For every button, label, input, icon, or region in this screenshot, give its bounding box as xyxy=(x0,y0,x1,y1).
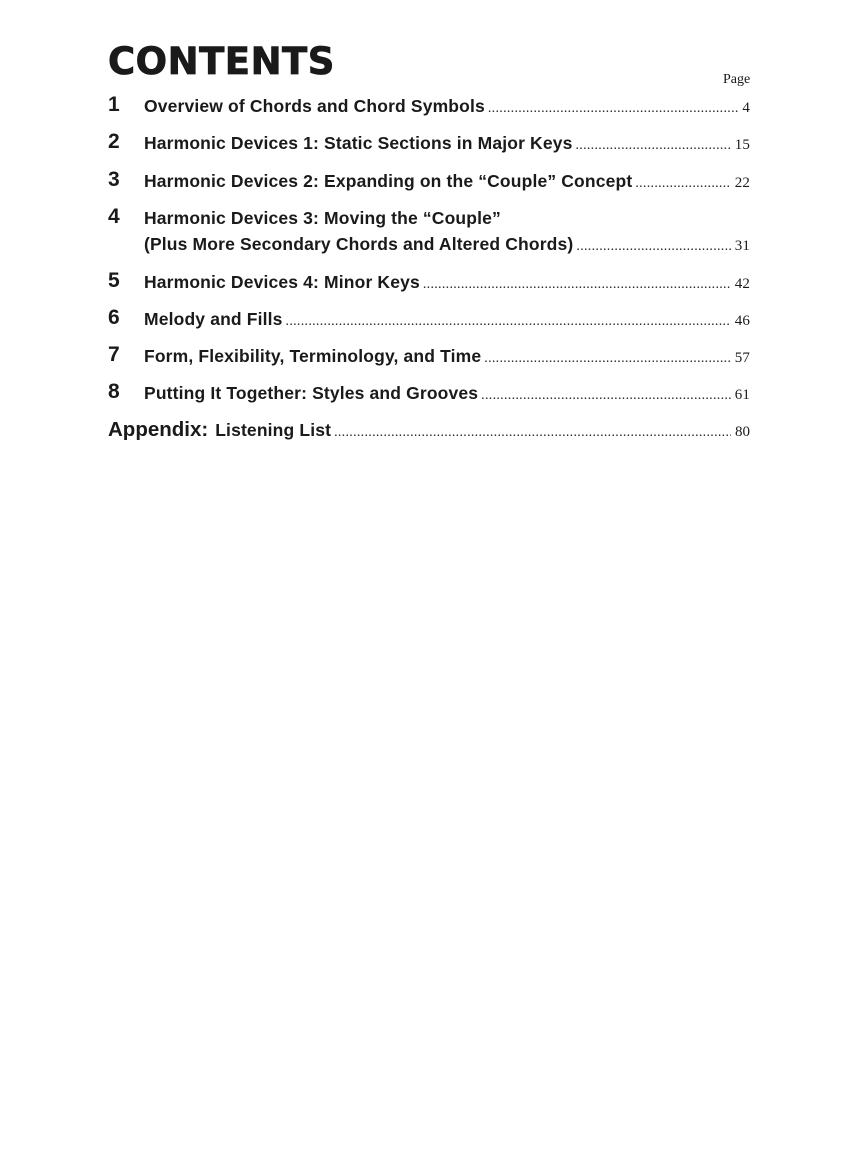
dot-leader xyxy=(484,347,730,371)
page-number: 46 xyxy=(734,313,750,329)
dot-leader xyxy=(423,273,731,297)
page-number: 31 xyxy=(734,238,750,254)
toc-entry-line xyxy=(144,169,750,196)
chapter-title: Melody and Fills xyxy=(144,309,283,329)
toc-entry-line xyxy=(144,381,750,408)
chapter-title: Harmonic Devices 4: Minor Keys xyxy=(144,272,420,292)
chapter-number: 2 xyxy=(108,130,120,153)
toc-entry-4[interactable] xyxy=(108,205,750,261)
page-title: CONTENTS xyxy=(108,40,335,83)
dot-leader xyxy=(481,384,731,408)
appendix-title: Listening List xyxy=(215,420,332,440)
chapter-number: 6 xyxy=(108,306,120,329)
page-column-label: Page xyxy=(723,72,751,87)
toc-entry-appendix[interactable] xyxy=(108,418,750,446)
chapter-number: 5 xyxy=(108,269,120,292)
page-number: 42 xyxy=(734,276,750,292)
chapter-title: Harmonic Devices 2: Expanding on the “Couple” Concept xyxy=(144,171,633,191)
chapter-number: 7 xyxy=(108,343,120,366)
toc-entry-6[interactable] xyxy=(108,306,750,334)
appendix-line xyxy=(108,418,750,442)
appendix-prefix: Appendix: xyxy=(108,418,209,441)
page-number: 61 xyxy=(734,387,750,403)
toc-entry-1[interactable] xyxy=(108,93,750,121)
chapter-title: Putting It Together: Styles and Grooves xyxy=(144,383,479,403)
chapter-number: 3 xyxy=(108,168,120,191)
toc-entry-2[interactable] xyxy=(108,130,750,158)
dot-leader xyxy=(488,97,738,121)
page-number: 4 xyxy=(742,100,750,116)
toc-entry-5[interactable] xyxy=(108,269,750,297)
page-number: 57 xyxy=(734,350,750,366)
toc-entry-line xyxy=(144,270,750,297)
page-number: 22 xyxy=(734,175,750,191)
dot-leader xyxy=(286,310,731,334)
chapter-title: Harmonic Devices 1: Static Sections in Major Keys xyxy=(144,133,573,153)
dot-leader xyxy=(635,172,730,196)
chapter-title: Form, Flexibility, Terminology, and Time xyxy=(144,346,482,366)
chapter-title: Harmonic Devices 3: Moving the “Couple” xyxy=(144,208,501,228)
chapter-number: 4 xyxy=(108,205,120,228)
toc-entry-line xyxy=(144,94,750,121)
page-number: 15 xyxy=(734,137,750,153)
toc-entry-8[interactable] xyxy=(108,380,750,408)
dot-leader xyxy=(334,425,731,441)
toc-entry-line xyxy=(144,344,750,371)
toc-entry-line xyxy=(144,206,750,230)
toc-entry-3[interactable] xyxy=(108,168,750,196)
chapter-number: 1 xyxy=(108,93,120,116)
toc-entry-7[interactable] xyxy=(108,343,750,371)
chapter-number: 8 xyxy=(108,380,120,403)
chapter-title: Overview of Chords and Chord Symbols xyxy=(144,96,485,116)
toc-entry-line xyxy=(144,307,750,334)
toc-entry-line xyxy=(144,131,750,158)
dot-leader xyxy=(575,134,730,158)
page-number: 80 xyxy=(735,424,750,440)
toc-entry-line-continued xyxy=(144,232,750,259)
chapter-title-continued: (Plus More Secondary Chords and Altered Chords) xyxy=(144,234,574,254)
dot-leader xyxy=(576,235,730,259)
